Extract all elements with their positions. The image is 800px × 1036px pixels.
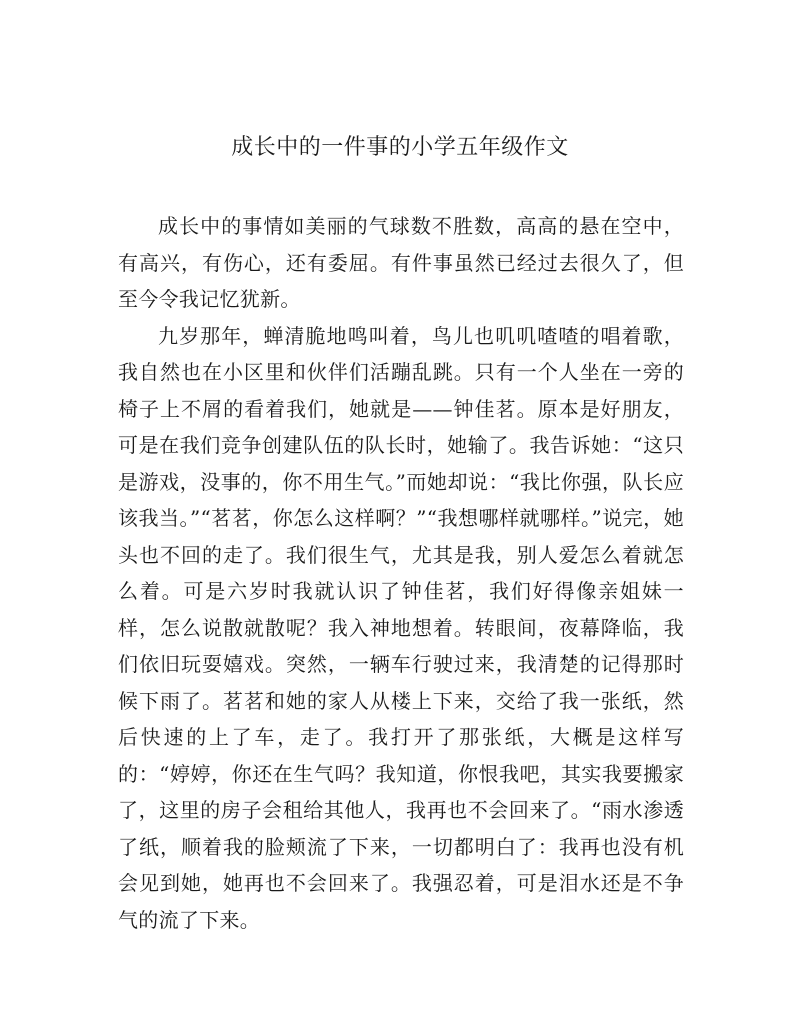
paragraph-story: 九岁那年，蝉清脆地鸣叫着，鸟儿也叽叽喳喳的唱着歌，我自然也在小区里和伙伴们活蹦乱跳。只有一个人坐在一旁的椅子上不屑的看着我们，她就是——钟佳茗。原本是好朋友，可是在我们竞争创建队伍的队长时，她输了。我告诉她：“这只是游戏，没事的，你不用生气。”而她却说：“我比你强，队长应该我当。”“茗茗，你怎么这样啊？”“我想哪样就哪样。”说完，她头也不回的走了。我们很生气，尤其是我，别人爱怎么着就怎么着。可是六岁时我就认识了钟佳茗，我们好得像亲姐妹一样，怎么说散就散呢？我入神地想着。转眼间，夜幕降临，我们依旧玩耍嬉戏。突然，一辆车行驶过来，我清楚的记得那时候下雨了。茗茗和她的家人从楼上下来，交给了我一张纸，然后快速的上了车，走了。我打开了那张纸，大概是这样写的：“婷婷，你还在生气吗？我知道，你恨我吧，其实我要搬家了，这里的房子会租给其他人，我再也不会回来了。“雨水渗透了纸，顺着我的脸颊流了下来，一切都明白了：我再也没有机会见到她，她再也不会回来了。我强忍着，可是泪水还是不争气的流了下来。 (118, 323, 684, 932)
paragraph-intro: 成长中的事情如美丽的气球数不胜数，高高的悬在空中，有高兴，有伤心，还有委屈。有件事虽然已经过去很久了，但至今令我记忆犹新。 (118, 214, 684, 311)
document-body (118, 208, 684, 938)
document-title: 成长中的一件事的小学五年级作文 (231, 135, 569, 160)
